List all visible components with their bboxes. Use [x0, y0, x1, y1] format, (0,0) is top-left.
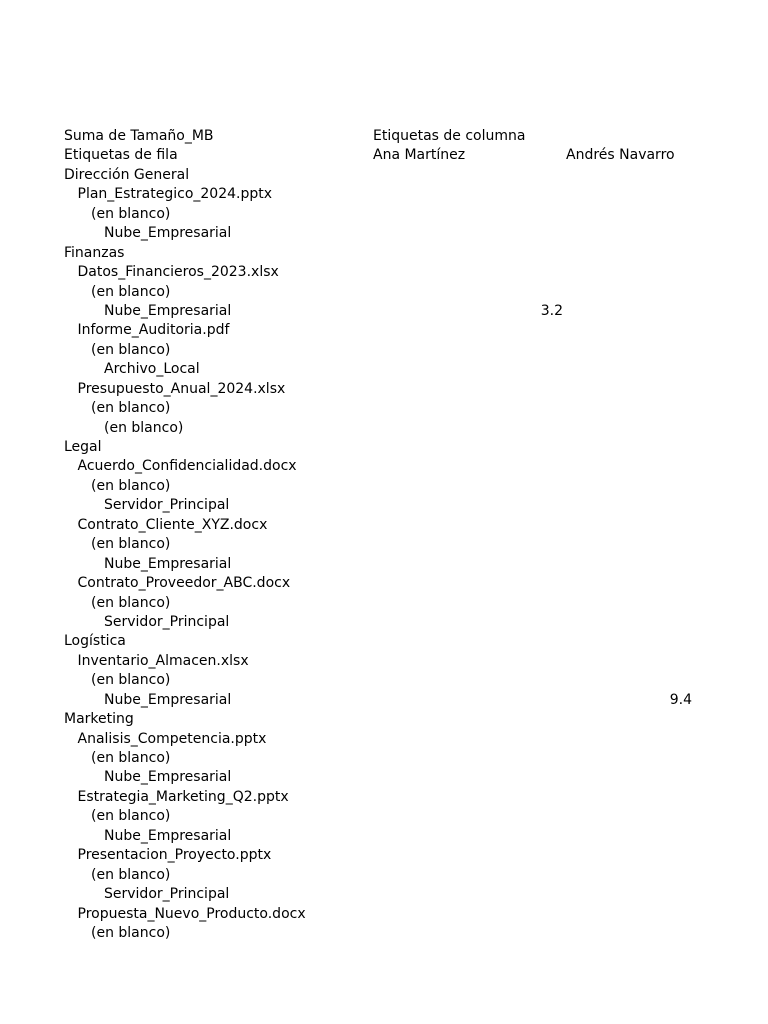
pivot-location-row	[0, 419, 768, 438]
row-label[interactable]: Inventario_Almacen.xlsx	[77, 652, 249, 669]
pivot-blank-row	[0, 866, 768, 885]
pivot-file-row	[0, 905, 768, 924]
row-label[interactable]: Dirección General	[64, 166, 190, 183]
row-label[interactable]: (en blanco)	[91, 400, 171, 417]
row-label[interactable]: Nube_Empresarial	[104, 225, 232, 242]
row-label[interactable]: Nube_Empresarial	[104, 769, 232, 786]
pivot-area-row	[0, 632, 768, 651]
pivot-file-row	[0, 263, 768, 282]
pivot-area-row	[0, 710, 768, 729]
row-label[interactable]: (en blanco)	[91, 750, 171, 766]
pivot-location-row	[0, 302, 768, 321]
value-cell-andres-navarro[interactable]: 9.4	[669, 691, 692, 708]
pivot-blank-row	[0, 671, 768, 690]
pivot-table	[0, 127, 768, 943]
pivot-area-row	[0, 438, 768, 457]
row-label[interactable]: Contrato_Cliente_XYZ.docx	[77, 516, 268, 533]
row-label[interactable]: Archivo_Local	[104, 361, 200, 378]
pivot-area-row	[0, 166, 768, 185]
pivot-body	[0, 166, 768, 944]
pivot-file-row	[0, 185, 768, 204]
row-label[interactable]: Datos_Financieros_2023.xlsx	[77, 264, 279, 281]
row-label[interactable]: Servidor_Principal	[104, 497, 230, 514]
row-label[interactable]: Estrategia_Marketing_Q2.pptx	[77, 788, 289, 805]
row-label[interactable]: Logística	[64, 633, 126, 650]
pivot-blank-row	[0, 477, 768, 496]
row-label[interactable]: (en blanco)	[91, 477, 171, 494]
pivot-file-row	[0, 846, 768, 865]
row-label[interactable]: Contrato_Proveedor_ABC.docx	[77, 575, 291, 592]
row-label[interactable]: Finanzas	[64, 244, 125, 261]
row-labels-caption[interactable]: Etiquetas de fila	[64, 147, 178, 164]
row-label[interactable]: Analisis_Competencia.pptx	[77, 730, 267, 747]
row-label[interactable]: Servidor_Principal	[104, 886, 230, 903]
column-labels-caption[interactable]: Etiquetas de columna	[373, 128, 526, 144]
pivot-location-row	[0, 224, 768, 243]
pivot-blank-row	[0, 807, 768, 826]
row-label[interactable]: Legal	[64, 439, 102, 455]
row-label[interactable]: Propuesta_Nuevo_Producto.docx	[77, 905, 306, 922]
pivot-area-row	[0, 244, 768, 263]
pivot-column-header-row	[0, 146, 768, 165]
row-label[interactable]: (en blanco)	[91, 594, 171, 611]
pivot-location-row	[0, 613, 768, 632]
row-label[interactable]: (en blanco)	[91, 672, 171, 689]
row-label[interactable]: Informe_Auditoria.pdf	[77, 322, 230, 339]
row-label[interactable]: Servidor_Principal	[104, 613, 230, 630]
pivot-file-row	[0, 652, 768, 671]
pivot-location-row	[0, 555, 768, 574]
row-label[interactable]: (en blanco)	[91, 536, 171, 553]
pivot-location-row	[0, 360, 768, 379]
pivot-file-row	[0, 516, 768, 535]
row-label[interactable]: Nube_Empresarial	[104, 555, 232, 572]
pivot-blank-row	[0, 749, 768, 768]
pivot-blank-row	[0, 341, 768, 360]
pivot-blank-row	[0, 283, 768, 302]
pivot-blank-row	[0, 399, 768, 418]
row-label[interactable]: (en blanco)	[91, 341, 171, 358]
pivot-file-row	[0, 321, 768, 340]
row-label[interactable]: Nube_Empresarial	[104, 691, 232, 708]
pivot-blank-row	[0, 924, 768, 943]
pivot-file-row	[0, 457, 768, 476]
pivot-file-row	[0, 380, 768, 399]
column-header-andres-navarro[interactable]: Andrés Navarro	[566, 147, 675, 164]
row-label[interactable]: (en blanco)	[91, 808, 171, 825]
pivot-file-row	[0, 730, 768, 749]
row-label[interactable]: (en blanco)	[91, 205, 171, 222]
pivot-blank-row	[0, 205, 768, 224]
pivot-location-row	[0, 691, 768, 710]
pivot-location-row	[0, 496, 768, 515]
row-label[interactable]: (en blanco)	[91, 866, 171, 883]
value-cell-ana-martinez[interactable]: 3.2	[540, 302, 563, 319]
column-header-ana-martinez[interactable]: Ana Martínez	[373, 147, 466, 164]
row-label[interactable]: (en blanco)	[104, 419, 184, 436]
row-label[interactable]: (en blanco)	[91, 283, 171, 300]
pivot-header-row	[0, 127, 768, 146]
row-label[interactable]: (en blanco)	[91, 924, 171, 941]
row-label[interactable]: Presentacion_Proyecto.pptx	[77, 847, 272, 864]
pivot-location-row	[0, 827, 768, 846]
pivot-location-row	[0, 885, 768, 904]
row-label[interactable]: Acuerdo_Confidencialidad.docx	[77, 458, 297, 475]
pivot-blank-row	[0, 535, 768, 554]
row-label[interactable]: Plan_Estrategico_2024.pptx	[77, 186, 273, 203]
row-label[interactable]: Marketing	[64, 711, 134, 728]
value-field-label[interactable]: Suma de Tamaño_MB	[64, 128, 214, 144]
row-label[interactable]: Nube_Empresarial	[104, 302, 232, 319]
pivot-location-row	[0, 768, 768, 787]
row-label[interactable]: Nube_Empresarial	[104, 827, 232, 844]
pivot-file-row	[0, 788, 768, 807]
pivot-blank-row	[0, 594, 768, 613]
row-label[interactable]: Presupuesto_Anual_2024.xlsx	[77, 380, 286, 397]
pivot-file-row	[0, 574, 768, 593]
